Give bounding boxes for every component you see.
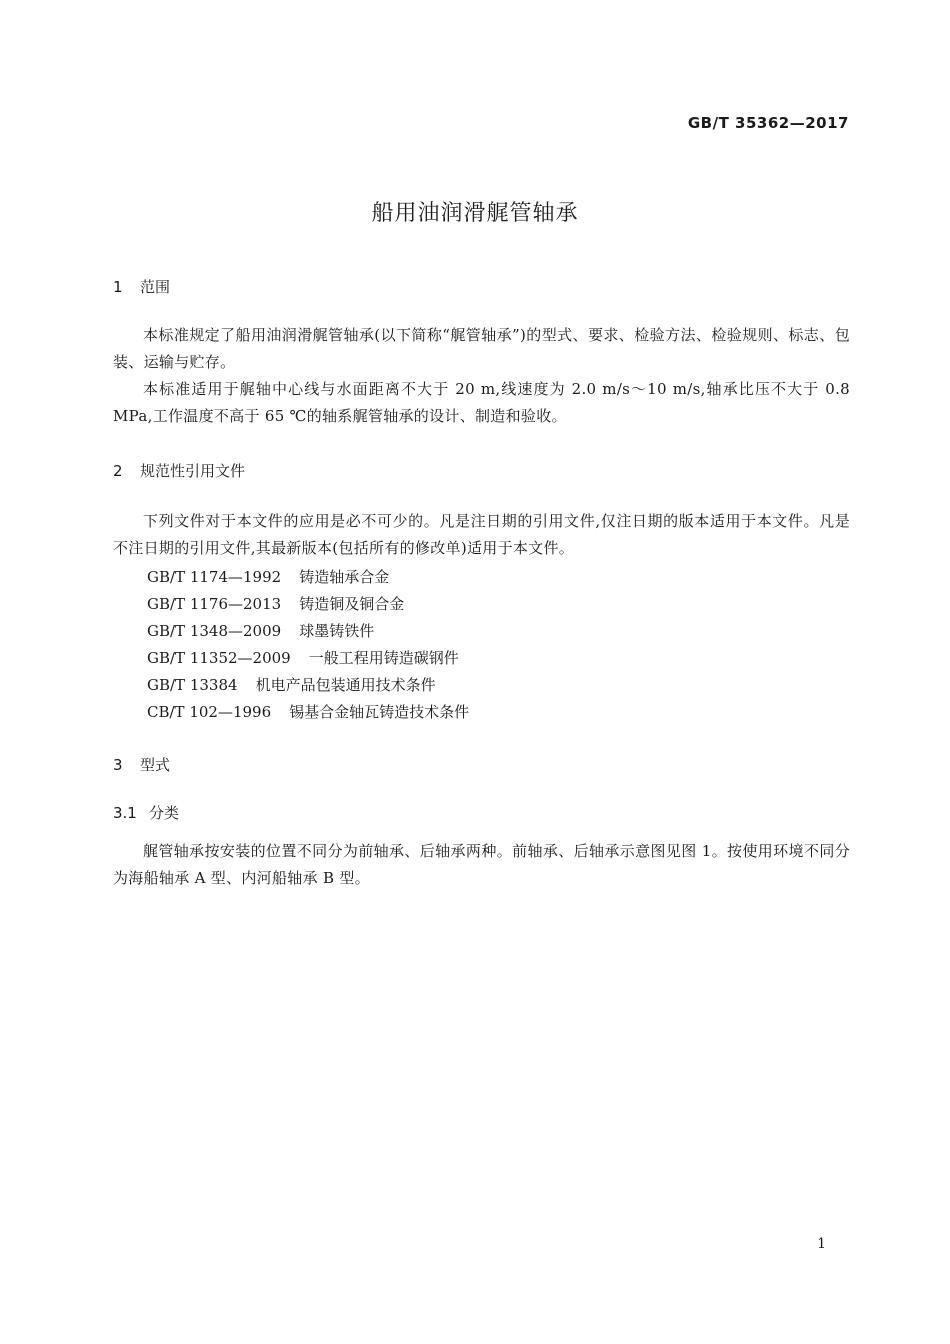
reference-title: 铸造轴承合金 — [299, 568, 390, 586]
reference-item — [147, 620, 374, 641]
reference-code: GB/T 13384 — [147, 676, 238, 694]
section-number: 2 — [113, 462, 123, 480]
reference-code: GB/T 1174—1992 — [147, 568, 282, 586]
section-number: 1 — [113, 278, 123, 296]
reference-code: GB/T 1176—2013 — [147, 595, 282, 613]
section-title: 范围 — [140, 278, 171, 296]
scope-paragraph-2: 本标准适用于艉轴中心线与水面距离不大于 20 m,线速度为 2.0 m/s～10 m/s,轴承比压不大于 0.8 MPa,工作温度不高于 65 ℃的轴系艉管轴承的设计、制造和验收。 — [113, 380, 850, 425]
reference-title: 铸造铜及铜合金 — [299, 595, 405, 613]
section-number: 3.1 — [113, 804, 137, 822]
reference-item — [147, 701, 469, 722]
reference-code: GB/T 11352—2009 — [147, 649, 291, 667]
section-number: 3 — [113, 756, 123, 774]
section-heading-scope — [113, 276, 170, 297]
document-title: 船用油润滑艉管轴承 — [371, 201, 579, 226]
normative-intro-paragraph: 下列文件对于本文件的应用是必不可少的。凡是注日期的引用文件,仅注日期的版本适用于本文件。凡是不注日期的引用文件,其最新版本(包括所有的修改单)适用于本文件。 — [113, 512, 850, 557]
reference-item — [147, 593, 404, 614]
section-title: 型式 — [140, 756, 171, 774]
standard-code: GB/T 35362—2017 — [687, 114, 849, 132]
reference-item — [147, 647, 459, 668]
reference-code: GB/T 1348—2009 — [147, 622, 282, 640]
section-title: 分类 — [149, 804, 180, 822]
reference-title: 机电产品包装通用技术条件 — [255, 676, 436, 694]
classification-paragraph: 艉管轴承按安装的位置不同分为前轴承、后轴承两种。前轴承、后轴承示意图见图 1。按使用环境不同分为海船轴承 A 型、内河船轴承 B 型。 — [113, 842, 850, 887]
reference-item — [147, 674, 436, 695]
page-number: 1 — [817, 1236, 826, 1252]
section-heading-normative-references — [113, 460, 245, 481]
section-heading-type — [113, 754, 170, 775]
reference-code: CB/T 102—1996 — [147, 703, 272, 721]
subsection-heading-classification — [113, 802, 179, 823]
reference-title: 球墨铸铁件 — [299, 622, 375, 640]
reference-title: 锡基合金轴瓦铸造技术条件 — [289, 703, 470, 721]
section-title: 规范性引用文件 — [140, 462, 246, 480]
reference-item — [147, 566, 389, 587]
scope-paragraph-1: 本标准规定了船用油润滑艉管轴承(以下简称“艉管轴承”)的型式、要求、检验方法、检验规则、标志、包装、运输与贮存。 — [113, 326, 850, 371]
reference-title: 一般工程用铸造碳钢件 — [308, 649, 459, 667]
